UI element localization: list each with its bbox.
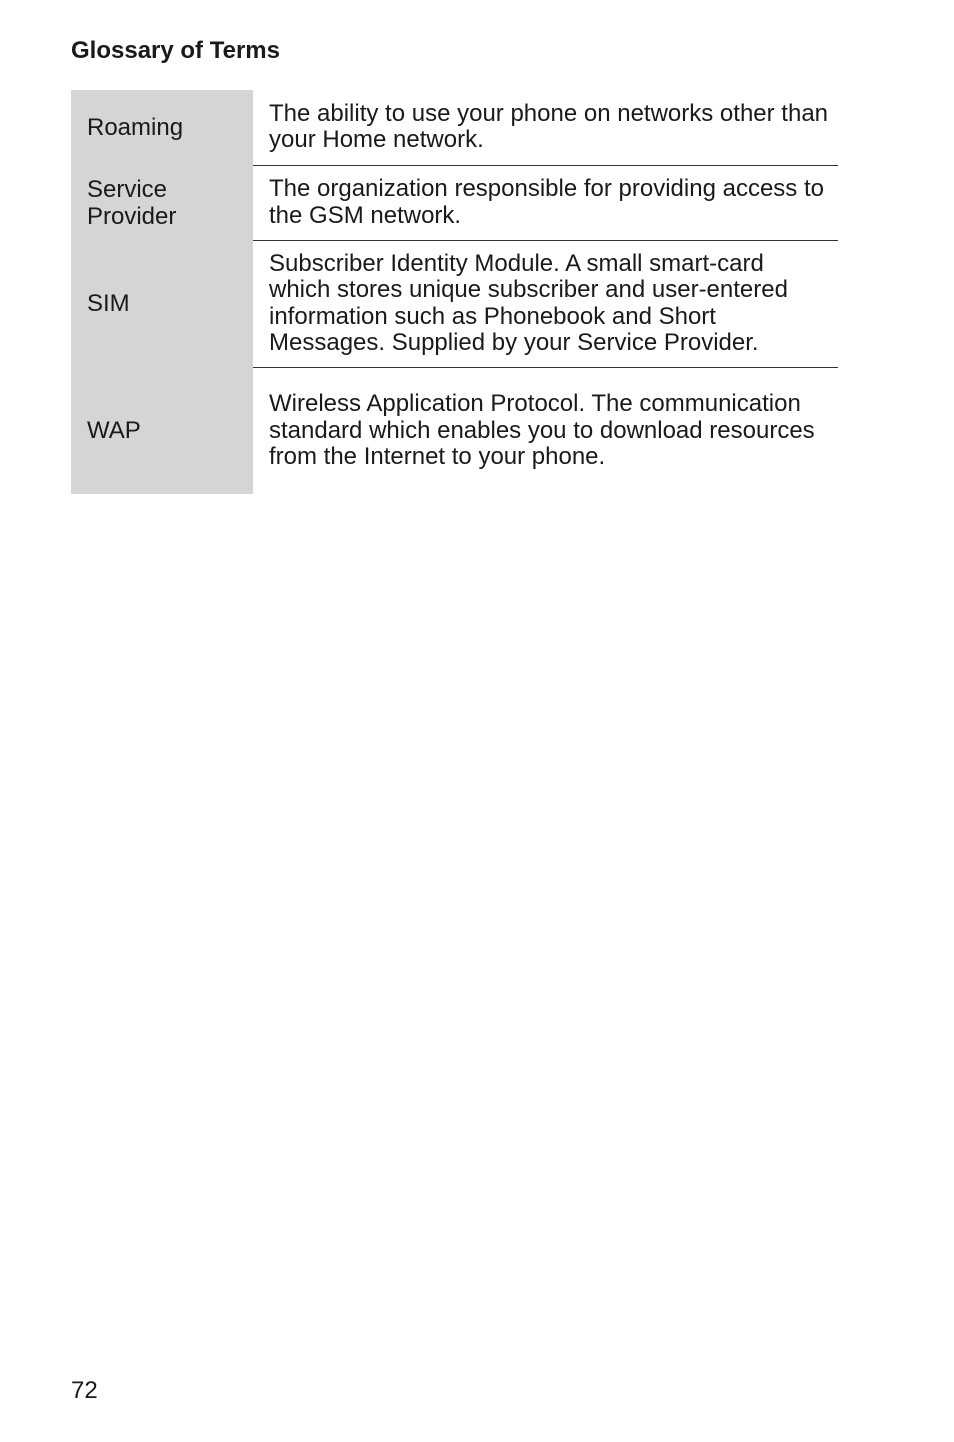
- glossary-definition: The ability to use your phone on networks other than your Home network.: [269, 99, 829, 154]
- glossary-definition-cell: [253, 90, 838, 165]
- glossary-term: SIM: [87, 290, 130, 317]
- glossary-definition-cell: [253, 367, 838, 494]
- page-title: Glossary of Terms: [71, 37, 280, 64]
- glossary-term: WAP: [87, 417, 141, 444]
- glossary-table: [71, 90, 838, 494]
- glossary-term-cell: [71, 90, 253, 165]
- glossary-row-service-provider: [71, 165, 838, 240]
- glossary-row-sim: [71, 240, 838, 367]
- glossary-definition: Wireless Application Protocol. The communication standard which enables you to download resources from the Internet to your phone.: [269, 390, 815, 470]
- glossary-definition-cell: [253, 165, 838, 240]
- glossary-row-roaming: [71, 90, 838, 165]
- page-number: 72: [71, 1377, 98, 1404]
- glossary-term: Roaming: [87, 114, 184, 141]
- glossary-term-cell: [71, 165, 253, 240]
- glossary-term: Service Provider: [87, 175, 177, 230]
- glossary-definition: Subscriber Identity Module. A small smart-card which stores unique subscriber and user-entered information such as Phonebook and Short Messages. Supplied by your Service Provider.: [269, 249, 788, 356]
- glossary-definition: The organization responsible for providing access to the GSM network.: [269, 175, 824, 229]
- glossary-term-cell: [71, 367, 253, 494]
- glossary-term-cell: [71, 240, 253, 367]
- glossary-row-wap: [71, 367, 838, 494]
- glossary-definition-cell: [253, 240, 838, 367]
